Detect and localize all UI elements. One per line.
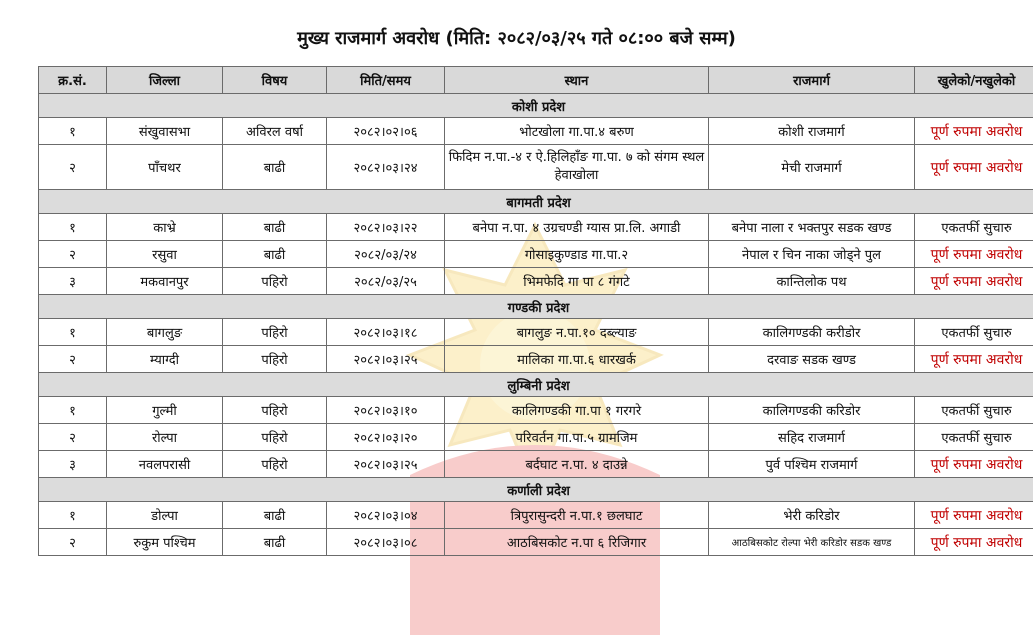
cell-status: पूर्ण रुपमा अवरोध xyxy=(915,268,1033,295)
cell-date-time: २०८२।०२।०६ xyxy=(327,118,445,145)
cell-highway: सहिद राजमार्ग xyxy=(709,424,915,451)
cell-highway: मेची राजमार्ग xyxy=(709,145,915,190)
cell-status: पूर्ण रुपमा अवरोध xyxy=(915,346,1033,373)
table-row xyxy=(39,145,1033,190)
cell-location: भिमफेदि गा पा ८ गंगटे xyxy=(445,268,709,295)
cell-status: एकतर्फी सुचारु xyxy=(915,214,1033,241)
header-serial-number: क्र.सं. xyxy=(39,67,107,94)
table-row xyxy=(39,424,1033,451)
cell-subject: अविरल वर्षा xyxy=(223,118,327,145)
cell-district: काभ्रे xyxy=(107,214,223,241)
cell-date-time: २०८२।०३।०८ xyxy=(327,529,445,556)
cell-location: कालिगण्डकी गा.पा १ गरगरे xyxy=(445,397,709,424)
cell-serial-number: ३ xyxy=(39,451,107,478)
cell-serial-number: १ xyxy=(39,319,107,346)
cell-location: गोसाइकुण्डाड गा.पा.२ xyxy=(445,241,709,268)
cell-subject: बाढी xyxy=(223,145,327,190)
cell-date-time: २०८२/०३/२४ xyxy=(327,241,445,268)
page-title: मुख्य राजमार्ग अवरोध (मिति: २०८२/०३/२५ गते ०८:०० बजे सम्म) xyxy=(0,26,1033,50)
cell-status: एकतर्फी सुचारु xyxy=(915,424,1033,451)
cell-subject: पहिरो xyxy=(223,397,327,424)
cell-date-time: २०८२।०३।२४ xyxy=(327,145,445,190)
cell-subject: पहिरो xyxy=(223,319,327,346)
cell-highway: आठबिसकोट रोल्पा भेरी करिडोर सडक खण्ड xyxy=(709,529,915,556)
cell-subject: बाढी xyxy=(223,241,327,268)
table-header-row xyxy=(39,67,1033,94)
cell-highway: कालिगण्डकी करिडोर xyxy=(709,397,915,424)
table-row xyxy=(39,502,1033,529)
cell-subject: बाढी xyxy=(223,214,327,241)
cell-serial-number: २ xyxy=(39,145,107,190)
cell-subject: बाढी xyxy=(223,529,327,556)
cell-district: रुकुम पश्चिम xyxy=(107,529,223,556)
cell-highway: बनेपा नाला र भक्तपुर सडक खण्ड xyxy=(709,214,915,241)
table-row xyxy=(39,451,1033,478)
province-name: बागमती प्रदेश xyxy=(39,190,1033,214)
cell-location: मालिका गा.पा.६ धारखर्क xyxy=(445,346,709,373)
cell-subject: पहिरो xyxy=(223,451,327,478)
table-row xyxy=(39,241,1033,268)
cell-location: त्रिपुरासुन्दरी न.पा.१ छलघाट xyxy=(445,502,709,529)
cell-date-time: २०८२।०३।२० xyxy=(327,424,445,451)
header-location: स्थान xyxy=(445,67,709,94)
province-name: लुम्बिनी प्रदेश xyxy=(39,373,1033,397)
cell-highway: नेपाल र चिन नाका जोड्ने पुल xyxy=(709,241,915,268)
cell-serial-number: १ xyxy=(39,502,107,529)
cell-serial-number: १ xyxy=(39,397,107,424)
cell-serial-number: १ xyxy=(39,214,107,241)
cell-district: मकवानपुर xyxy=(107,268,223,295)
table-row xyxy=(39,214,1033,241)
province-name: गण्डकी प्रदेश xyxy=(39,295,1033,319)
cell-date-time: २०८२।०३।२५ xyxy=(327,451,445,478)
cell-location: भोटखोला गा.पा.४ बरुण xyxy=(445,118,709,145)
cell-highway: कालिगण्डकी करीडोर xyxy=(709,319,915,346)
cell-status: पूर्ण रुपमा अवरोध xyxy=(915,529,1033,556)
cell-date-time: २०८२।०३।१० xyxy=(327,397,445,424)
cell-subject: पहिरो xyxy=(223,268,327,295)
header-highway: राजमार्ग xyxy=(709,67,915,94)
table-row xyxy=(39,268,1033,295)
cell-highway: पुर्व पश्चिम राजमार्ग xyxy=(709,451,915,478)
cell-status: एकतर्फी सुचारु xyxy=(915,397,1033,424)
cell-highway: दरवाङ सडक खण्ड xyxy=(709,346,915,373)
table-row xyxy=(39,397,1033,424)
cell-status: पूर्ण रुपमा अवरोध xyxy=(915,502,1033,529)
table-row xyxy=(39,346,1033,373)
cell-status: एकतर्फी सुचारु xyxy=(915,319,1033,346)
header-date-time: मिति/समय xyxy=(327,67,445,94)
cell-serial-number: २ xyxy=(39,529,107,556)
cell-location: फिदिम न.पा.-४ र ऐ.हिलिहाँङ गा.पा. ७ को संगम स्थल हेवाखोला xyxy=(445,145,709,190)
cell-status: पूर्ण रुपमा अवरोध xyxy=(915,118,1033,145)
cell-serial-number: २ xyxy=(39,241,107,268)
cell-location: बर्दघाट न.पा. ४ दाउन्ने xyxy=(445,451,709,478)
province-name: कोशी प्रदेश xyxy=(39,94,1033,118)
header-subject: विषय xyxy=(223,67,327,94)
cell-subject: पहिरो xyxy=(223,346,327,373)
province-row xyxy=(39,373,1033,397)
header-district: जिल्ला xyxy=(107,67,223,94)
cell-highway: कोशी राजमार्ग xyxy=(709,118,915,145)
cell-highway: भेरी करिडोर xyxy=(709,502,915,529)
cell-date-time: २०८२।०३।०४ xyxy=(327,502,445,529)
cell-district: नवलपरासी xyxy=(107,451,223,478)
province-row xyxy=(39,94,1033,118)
table-row xyxy=(39,319,1033,346)
cell-district: गुल्मी xyxy=(107,397,223,424)
table-body xyxy=(39,94,1033,556)
cell-location: बागलुङ न.पा.१० दब्ल्याङ xyxy=(445,319,709,346)
cell-district: म्याग्दी xyxy=(107,346,223,373)
cell-highway: कान्तिलोक पथ xyxy=(709,268,915,295)
cell-district: रोल्पा xyxy=(107,424,223,451)
cell-date-time: २०८२।०३।२५ xyxy=(327,346,445,373)
cell-serial-number: १ xyxy=(39,118,107,145)
province-row xyxy=(39,190,1033,214)
highway-obstruction-table xyxy=(38,66,1033,556)
cell-district: रसुवा xyxy=(107,241,223,268)
table-row xyxy=(39,118,1033,145)
cell-district: पाँचथर xyxy=(107,145,223,190)
province-name: कर्णाली प्रदेश xyxy=(39,478,1033,502)
cell-status: पूर्ण रुपमा अवरोध xyxy=(915,145,1033,190)
cell-subject: बाढी xyxy=(223,502,327,529)
cell-serial-number: ३ xyxy=(39,268,107,295)
cell-serial-number: २ xyxy=(39,346,107,373)
cell-district: बागलुङ xyxy=(107,319,223,346)
cell-serial-number: २ xyxy=(39,424,107,451)
cell-district: संखुवासभा xyxy=(107,118,223,145)
cell-district: डोल्पा xyxy=(107,502,223,529)
cell-location: बनेपा न.पा. ४ उग्रचण्डी ग्यास प्रा.लि. अगाडी xyxy=(445,214,709,241)
header-open-status: खुलेको/नखुलेको xyxy=(915,67,1033,94)
province-row xyxy=(39,295,1033,319)
table-row xyxy=(39,529,1033,556)
cell-status: पूर्ण रुपमा अवरोध xyxy=(915,241,1033,268)
cell-date-time: २०८२।०३।२२ xyxy=(327,214,445,241)
cell-location: आठबिसकोट न.पा ६ रिजिगार xyxy=(445,529,709,556)
cell-subject: पहिरो xyxy=(223,424,327,451)
cell-date-time: २०८२/०३/२५ xyxy=(327,268,445,295)
cell-location: परिवर्तन गा.पा.५ ग्रामजिम xyxy=(445,424,709,451)
cell-status: पूर्ण रुपमा अवरोध xyxy=(915,451,1033,478)
province-row xyxy=(39,478,1033,502)
cell-date-time: २०८२।०३।१८ xyxy=(327,319,445,346)
